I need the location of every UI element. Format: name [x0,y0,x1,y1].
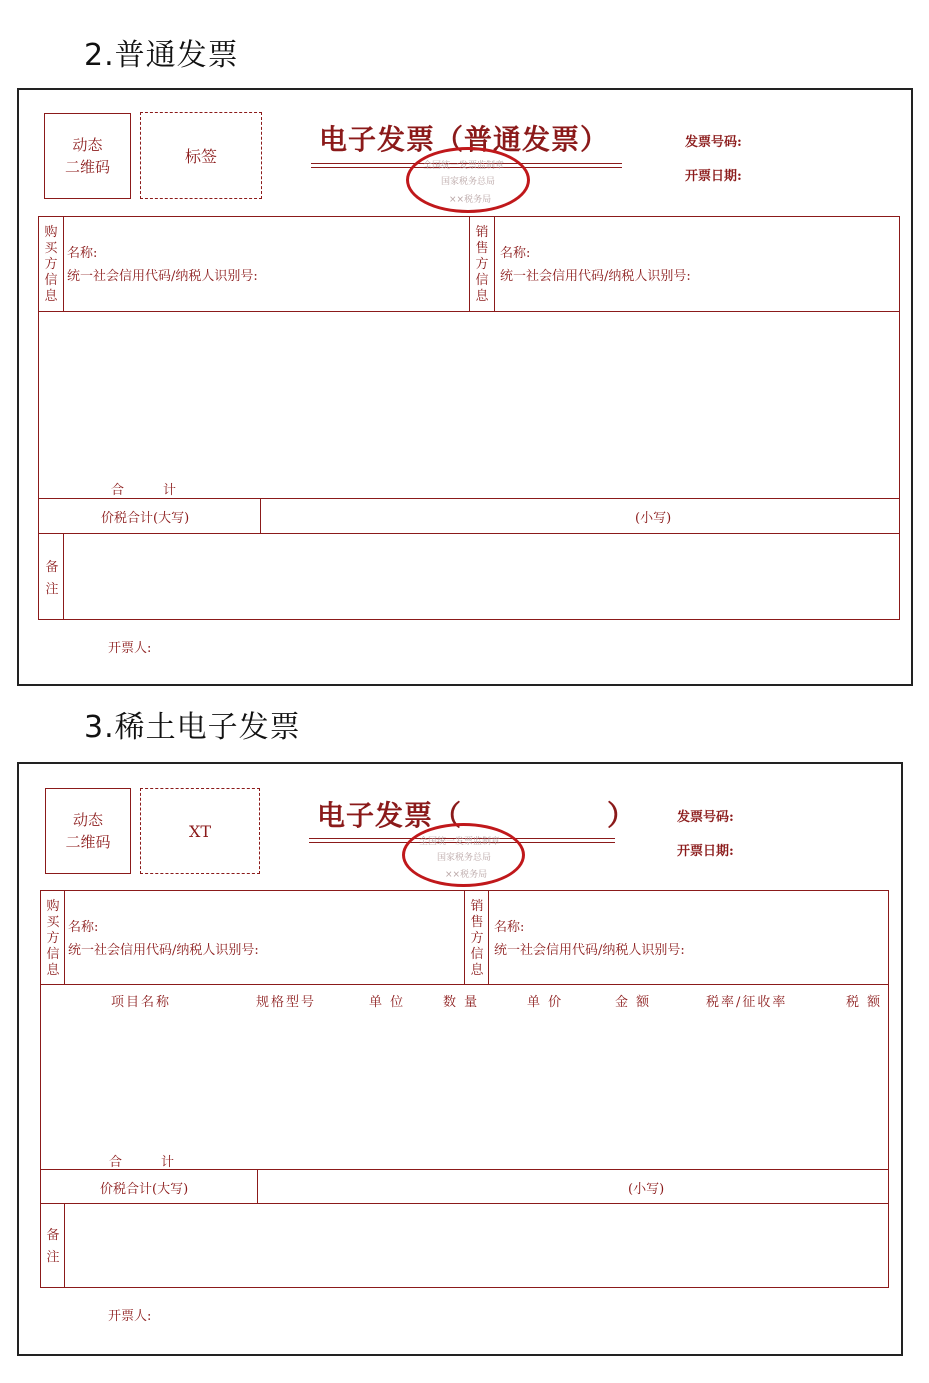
qr-label-line2: 二维码 [65,833,111,851]
seller-name-label: 名称: [494,920,525,935]
seal-top-text: 全国统一发票监制章 [423,161,505,171]
amount-lowercase-label: (小写) [628,1182,665,1197]
amount-lowercase-label: (小写) [635,511,672,526]
invoice-number-label: 发票号码: [677,810,734,825]
buyer-tax-id-label: 统一社会信用代码/纳税人识别号: [68,943,259,958]
column-header-tax-amount: 税 额 [846,995,883,1010]
issuer-label: 开票人: [108,1309,152,1324]
buyer-name-label: 名称: [68,920,99,935]
invoice-title: 电子发票（ ） [317,799,637,832]
amount-uppercase-label: 价税合计(大写) [101,511,190,526]
dynamic-qr-box [44,113,131,199]
invoice-number-label: 发票号码: [685,135,742,150]
seal-mid-text: 国家税务总局 [437,853,492,863]
qr-label-line1: 动态 [72,136,103,154]
issuer-label: 开票人: [108,641,152,656]
buyer-name-label: 名称: [67,246,98,261]
remarks-label: 备注 [45,560,59,597]
seller-label: 销售方信息 [470,899,484,978]
seal-top-text: 全国统一发票监制章 [419,837,501,847]
dynamic-qr-box [45,788,131,874]
amount-uppercase-label: 价税合计(大写) [100,1182,189,1197]
tag-box [140,112,262,199]
remarks-label: 备注 [46,1228,60,1265]
seller-tax-id-label: 统一社会信用代码/纳税人识别号: [494,943,685,958]
seller-name-label: 名称: [500,246,531,261]
seal-bottom-text: ××税务局 [449,195,492,205]
section-heading-ordinary: 2.普通发票 [84,38,239,73]
column-header-item-name: 项目名称 [111,995,172,1010]
seller-tax-id-label: 统一社会信用代码/纳税人识别号: [500,269,691,284]
buyer-label: 购买方信息 [46,899,60,978]
qr-label-line1: 动态 [72,811,103,829]
column-header-amount: 金 额 [615,995,652,1010]
tag-box [140,788,260,874]
column-header-unit-price: 单 价 [527,995,564,1010]
column-header-tax-rate: 税率/征收率 [706,995,788,1010]
issue-date-label: 开票日期: [677,844,734,859]
tag-label: XT [188,821,212,841]
issue-date-label: 开票日期: [685,169,742,184]
invoice-title: 电子发票（普通发票） [319,123,610,156]
invoice-table [38,216,900,620]
total-label: 合 计 [109,1155,175,1170]
invoice-rare-earth [17,762,903,1356]
seal-bottom-text: ××税务局 [445,870,488,880]
tag-label: 标签 [184,147,217,166]
seller-label: 销售方信息 [475,225,489,304]
buyer-label: 购买方信息 [44,225,58,304]
buyer-tax-id-label: 统一社会信用代码/纳税人识别号: [67,269,258,284]
column-header-spec: 规格型号 [256,995,317,1010]
column-header-quantity: 数 量 [443,995,480,1010]
tax-seal [402,823,525,887]
section-heading-rare-earth: 3.稀土电子发票 [84,710,301,745]
invoice-ordinary [17,88,913,686]
tax-seal [406,147,530,213]
invoice-table [40,890,889,1288]
total-label: 合 计 [111,483,177,498]
column-header-unit: 单 位 [369,995,406,1010]
qr-label-line2: 二维码 [64,158,110,176]
seal-mid-text: 国家税务总局 [441,177,496,187]
